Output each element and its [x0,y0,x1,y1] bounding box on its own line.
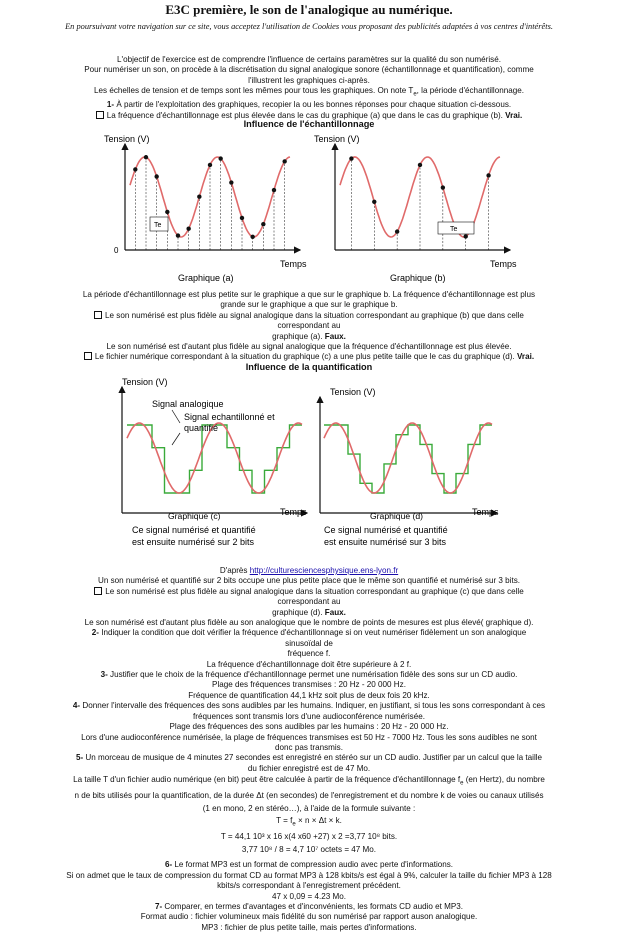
legend-sampled: quantifié [184,423,219,433]
legend-analog: Signal analogique [152,399,224,409]
caption-graph-b: Graphique (b) [390,273,446,283]
question-line: Si on admet que le taux de compression du format CD au format MP3 à 128 kbits/s est égal à 9%, calculer la taille du fichier MP3 à 128 [66,870,552,880]
answer-line: Le son numérisé est d'autant plus fidèle au son analogique que le nombre de points de mesures est plus élevé( graphique d). [84,618,534,628]
answer-line: La période d'échantillonnage est plus petite sur le graphique a que sur le graphique b. La fréquence d'échantillonnage est plus [82,290,536,299]
note-d: Ce signal numérisé et quantifié [324,525,448,535]
checkbox-icon [94,311,102,319]
zero-label: 0 [114,246,119,255]
te-label: Te [450,226,458,233]
sample-point [144,155,148,159]
quantified-signal-d [324,425,492,493]
answer-line: (1 en mono, 2 en stéréo…), à l'aide de la formule suivante : [202,803,416,813]
question-5: 5- Un morceau de musique de 4 minutes 27 secondes est enregistré en stéréo sur un CD audio. Justifier par un calcul que la taille [75,753,543,763]
intro-text [36,55,582,121]
page-title: E3C première, le son de l'analogique au numérique. [165,2,453,17]
answer-line: Plage des fréquences des sons audibles par les humains : 20 Hz - 20 000 Hz. [169,722,449,732]
choice-1: La fréquence d'échantillonnage est plus élevée dans le cas du graphique (a) que dans le cas du graphique (b). Vrai. [36,111,582,121]
analog-curve-c [127,423,302,493]
answer-line: Plage des fréquences transmises : 20 Hz - 20 000 Hz. [212,680,406,690]
answers-text [36,566,582,933]
question-line: kbits/s correspondant à l'enregistrement précédent. [217,881,401,891]
sample-point [464,234,468,238]
formula-line: 3,77 10⁸ / 8 = 4,7 10⁷ octets = 47 Mo. [241,844,377,854]
answer-line: donc pas transmis. [275,742,343,752]
sample-point [154,174,158,178]
caption-graph-a: Graphique (a) [178,273,234,283]
answer-line: Le son numérisé est d'autant plus fidèle au signal analogique que la fréquence d'échantillonnage est plus élevée. [106,342,512,352]
answer-line: La taille T d'un fichier audio numérique (en bit) peut être calculée à partir de la fréquence d'échantillonnage $f_e$ (en Hertz), du nombre [73,775,545,787]
sample-lines-b [349,156,491,250]
y-axis-label: Tension (V) [122,377,168,387]
te-label: Te [154,222,162,229]
question-line: fréquences sont transmis lors d'une audioconférence numérisée. [193,711,425,721]
choice-2: Le son numérisé est plus fidèle au signal analogique dans la situation correspondant au graphique (b) que dans celle [36,311,582,321]
x-axis-label: Temps [280,259,307,269]
mid-text [36,290,582,363]
sample-point [165,210,169,214]
sample-point [349,156,353,160]
x-axis-label: Temps [490,259,517,269]
sample-point [197,195,201,199]
source-line: D'après http://culturesciencesphysique.ens-lyon.fr [219,566,399,575]
choice-line: correspondant au [277,321,341,331]
quantified-signal-c [127,425,302,493]
source-link[interactable]: http://culturesciencesphysique.ens-lyon.fr [249,566,399,575]
formula-line: T = 44,1 10³ x 16 x(4 x60 +27) x 2 =3,77 10⁸ bits. [220,832,398,842]
y-axis-label: Tension (V) [104,134,150,144]
legend-sampled: Signal echantillonné et [184,412,275,422]
question-4: 4- Donner l'intervalle des fréquences des sons audibles par les humains. Indiquer, en justifiant, si tous les sons correspondant à ces [72,701,546,711]
answer-line: Fréquence de quantification 44,1 kHz soit plus de deux fois 20 kHz. [188,690,430,700]
answer-line: Format audio : fichier volumineux mais fidélité du son numérisé par rapport auson analogique. [140,912,478,922]
sample-point [272,188,276,192]
choice-line: correspondant au [277,597,341,607]
sample-point [208,163,212,167]
x-axis-label: Temps [472,507,499,517]
quantification-heading: Influence de la quantification [245,362,373,372]
checkbox-icon [94,587,102,595]
caption-graph-c: Graphique (c) [168,511,221,521]
intro-line: Les échelles de tension et de temps sont les mêmes pour tous les graphiques. On note $T_e$, la période d'échantillonnage. [94,86,524,98]
answer-line: 47 x 0,09 = 4.23 Mo. [271,891,347,901]
choice-line: graphique (a). Faux. [272,331,346,341]
sample-point [133,167,137,171]
note-c: Ce signal numérisé et quantifié [132,525,256,535]
sample-point [486,173,490,177]
question-line: sinusoïdal de [285,638,333,648]
legend-pointer [172,410,180,423]
sample-point [282,159,286,163]
intro-line: l'illustrent les graphiques ci-après. [248,75,370,85]
question-line: du fichier enregistré est de 47 Mo. [247,763,371,773]
intro-line: L'objectif de l'exercice est de comprendre l'influence de certains paramètres sur la qualité du son numérisé. [117,55,501,64]
sample-point [176,233,180,237]
cookie-notice: En poursuivant votre navigation sur ce site, vous acceptez l'utilisation de Cookies vous proposant des publicités adaptées à vos centres d'intérêts. [65,22,553,31]
caption-graph-d: Graphique (d) [370,511,424,521]
sampling-heading: Influence de l'échantillonnage [243,119,375,129]
question-6: 6- Le format MP3 est un format de compression audio avec perte d'informations. [164,860,454,870]
intro-line: Pour numériser un son, on procède à la discrétisation du signal analogique sonore (échantillonnage et quantification), comme [84,65,534,75]
checkbox-icon [96,111,104,119]
sample-point [229,180,233,184]
question-7: 7- Comparer, en termes d'avantages et d'inconvénients, les formats CD audio et MP3. [154,901,464,911]
sampling-graphs [100,132,530,292]
sample-point [218,156,222,160]
y-axis-label: Tension (V) [314,134,360,144]
answer-line: La fréquence d'échantillonnage doit être supérieure à 2 f. [206,659,412,669]
sample-point [441,185,445,189]
sample-point [395,229,399,233]
sample-point [418,163,422,167]
sample-lines-a [133,155,287,250]
sample-point [250,235,254,239]
answer-line: grande sur le graphique a que sur le graphique b. [220,300,398,310]
sample-point [240,216,244,220]
note-c: est ensuite numérisé sur 2 bits [132,537,255,547]
sample-point [372,200,376,204]
checkbox-icon [84,352,92,360]
legend-pointer [172,433,180,445]
answer-line: Lors d'une audioconférence numérisée, la plage de fréquences transmises est 50 Hz - 7000 Hz. Tous les sons audibles ne sont [81,732,537,742]
y-axis-label: Tension (V) [330,387,376,397]
formula-line: $T = f_e \times n \times \Delta t \times k$. [276,816,342,828]
question-line: fréquence f. [287,649,331,659]
note-d: est ensuite numérisé sur 3 bits [324,537,447,547]
sample-point [261,222,265,226]
answer-line: n de bits utilisés pour la quantification, de la durée Δt (en secondes) de l'enregistrement et du nombre k de voies ou canaux utilisés [74,791,544,801]
x-axis-label: Temps [280,507,307,517]
sample-point [186,226,190,230]
answer-line: MP3 : fichier de plus petite taille, mais pertes d'informations. [201,922,417,932]
choice-line: graphique (d). Faux. [272,607,346,617]
quantification-graphs [112,373,512,558]
question-1: 1- À partir de l'exploitation des graphiques, recopier la ou les bonnes réponses pour chaque situation ci-dessous. [106,100,512,110]
question-3: 3- Justifier que le choix de la fréquence d'échantillonnage permet une numérisation fidèle des sons sur un CD audio. [100,670,518,680]
choice-3: Le fichier numérique correspondant à la situation du graphique (c) a une plus petite taille que le cas du graphique (d). Vrai. [36,352,582,362]
question-2: 2- Indiquer la condition que doit vérifier la fréquence d'échantillonnage si on veut numériser fidèlement un son analogique [91,628,527,638]
choice-4: Le son numérisé est plus fidèle au signal analogique dans la situation correspondant au graphique (c) que dans celle [36,587,582,597]
answer-line: Un son numérisé et quantifié sur 2 bits occupe une plus petite place que le même son quantifié et numérisé sur 3 bits. [97,576,520,586]
